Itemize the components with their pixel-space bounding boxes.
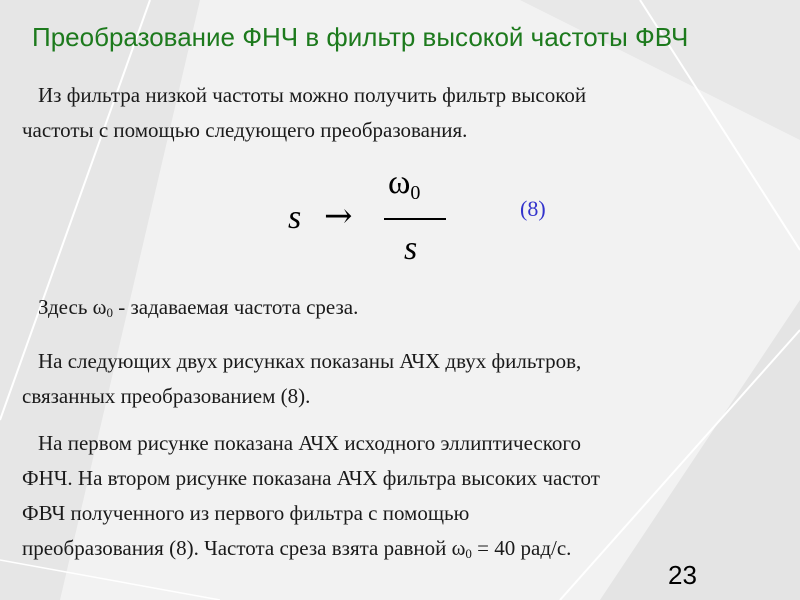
definition-prefix: Здесь ω	[38, 295, 107, 319]
intro-line-1: Из фильтра низкой частоты можно получить фильтр высокой	[38, 83, 587, 107]
fraction-bar	[384, 218, 446, 220]
para3-line-4-suffix: = 40 рад/с.	[471, 536, 572, 560]
definition-suffix: - задаваемая частота среза.	[113, 295, 359, 319]
definition-line	[22, 290, 762, 325]
para3-line-4	[22, 531, 762, 566]
para3-line-4-prefix: преобразования (8). Частота среза взята равной ω	[22, 536, 466, 560]
intro-line-2: частоты с помощью следующего преобразования.	[22, 118, 468, 142]
para3-line-4-subscript: 0	[465, 546, 472, 561]
formula-omega-subscript: 0	[410, 182, 421, 204]
third-paragraph	[22, 426, 762, 566]
para3-line-2: ФНЧ. На втором рисунке показана АЧХ фильтра высоких частот	[22, 466, 600, 490]
definition-paragraph	[22, 290, 762, 325]
formula-lhs: s	[288, 199, 302, 236]
formula-arrow: →	[324, 196, 353, 236]
para3-line-1: На первом рисунке показана АЧХ исходного эллиптического	[38, 431, 581, 455]
formula-omega: ω	[388, 164, 411, 201]
para3-line-3: ФВЧ полученного из первого фильтра с помощью	[22, 501, 470, 525]
transformation-formula	[280, 166, 460, 286]
page-number: 23	[668, 560, 697, 590]
para2-line-2: связанных преобразованием (8).	[22, 384, 311, 408]
second-paragraph	[22, 344, 762, 414]
para2-line-1: На следующих двух рисунках показаны АЧХ двух фильтров,	[38, 349, 582, 373]
definition-subscript: 0	[106, 305, 113, 320]
formula-denominator: s	[404, 230, 418, 267]
formula-numerator	[388, 164, 420, 202]
intro-paragraph	[22, 78, 762, 148]
slide-title: Преобразование ФНЧ в фильтр высокой частоты ФВЧ	[32, 22, 689, 52]
equation-number: (8)	[520, 196, 546, 221]
